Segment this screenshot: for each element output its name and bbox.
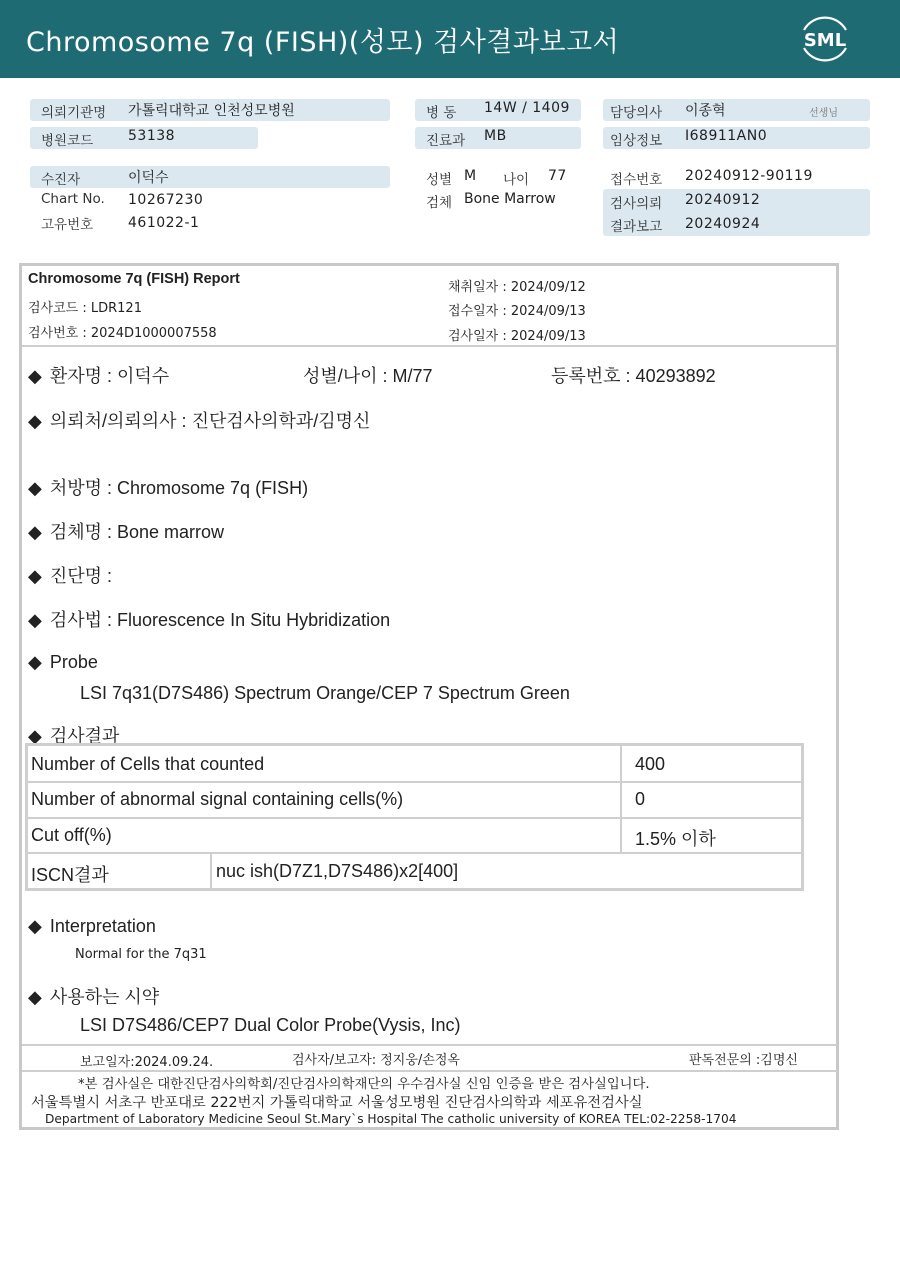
diamond-icon: ◆ — [28, 522, 42, 542]
doctor-value: 이종혁 — [685, 103, 726, 119]
test-number: 검사번호 : 2024D1000007558 — [28, 326, 217, 341]
institution-label: 의뢰기관명 — [41, 105, 107, 121]
test-code: 검사코드 : LDR121 — [28, 301, 142, 316]
referrer-line: ◆ 의뢰처/의뢰의사 : 진단검사의학과/김명신 — [28, 411, 371, 431]
age-value: 77 — [548, 168, 567, 184]
table-row-label: Number of abnormal signal containing cells(%) — [31, 789, 404, 809]
report-title: Chromosome 7q (FISH) Report — [28, 271, 240, 287]
table-row-value: 400 — [635, 754, 666, 774]
specimen-line: ◆ 검체명 : Bone marrow — [28, 522, 225, 542]
header-bar — [0, 0, 900, 78]
dept-value: MB — [484, 128, 507, 144]
result-value: 20240924 — [685, 216, 761, 232]
report-date: 보고일자:2024.09.24. — [80, 1055, 214, 1070]
testers: 검사자/보고자: 정지웅/손정옥 — [292, 1053, 460, 1068]
diamond-icon: ◆ — [28, 652, 42, 672]
results-heading: ◆ 검사결과 — [28, 726, 120, 746]
prescription-line: ◆ 처방명 : Chromosome 7q (FISH) — [28, 478, 309, 498]
diamond-icon: ◆ — [28, 411, 42, 431]
age-label: 나이 — [503, 172, 530, 188]
institution-value: 가톨릭대학교 인천성모병원 — [128, 103, 295, 119]
table-row-value: 1.5% 이하 — [635, 829, 716, 849]
table-row-label: Cut off(%) — [31, 825, 112, 845]
reading-doctor: 판독전문의 :김명신 — [689, 1053, 798, 1068]
diamond-icon: ◆ — [28, 726, 42, 746]
specimen-value: Bone Marrow — [464, 191, 556, 207]
ward-value: 14W / 1409 — [484, 100, 570, 116]
footer-divider — [22, 1070, 837, 1072]
diamond-icon: ◆ — [28, 366, 42, 386]
sml-logo-icon — [796, 12, 854, 66]
unique-value: 461022-1 — [128, 215, 200, 231]
hospital-code-value: 53138 — [128, 128, 176, 144]
chart-label: Chart No. — [41, 191, 105, 207]
hospital-code-label: 병원코드 — [41, 133, 94, 149]
patient-row — [30, 166, 390, 188]
certification-note: *본 검사실은 대한진단검사의학회/진단검사의학재단의 우수검사실 신임 인증을 받은 검사실입니다. — [78, 1077, 650, 1092]
diamond-icon: ◆ — [28, 566, 42, 586]
dept-label: 진료과 — [426, 133, 466, 149]
diamond-icon: ◆ — [28, 478, 42, 498]
received-date: 접수일자 : 2024/09/13 — [448, 304, 586, 319]
page-title: Chromosome 7q (FISH)(성모) 검사결과보고서 — [26, 27, 620, 58]
diamond-icon: ◆ — [28, 610, 42, 630]
probe-value: LSI 7q31(D7S486) Spectrum Orange/CEP 7 Spectrum Green — [80, 683, 570, 703]
interpretation-heading: ◆ Interpretation — [28, 916, 156, 936]
clinical-label: 임상정보 — [610, 133, 663, 149]
registration-line: 등록번호 : 40293892 — [551, 366, 716, 386]
table-row-value: 0 — [635, 789, 646, 809]
ward-label: 병 동 — [426, 105, 457, 121]
unique-label: 고유번호 — [41, 217, 94, 233]
table-row-label: ISCN결과 — [31, 865, 109, 885]
probe-heading: ◆ Probe — [28, 652, 98, 672]
receipt-label: 접수번호 — [610, 172, 663, 188]
diamond-icon: ◆ — [28, 916, 42, 936]
department-english: Department of Laboratory Medicine Seoul St.Mary`s Hospital The catholic university of KOREA TEL:02-2258-1704 — [45, 1112, 737, 1126]
request-label: 검사의뢰 — [610, 196, 663, 212]
tested-date: 검사일자 : 2024/09/13 — [448, 329, 586, 344]
receipt-value: 20240912-90119 — [685, 168, 813, 184]
chart-value: 10267230 — [128, 192, 204, 208]
report-header-divider — [22, 345, 837, 347]
interpretation-value: Normal for the 7q31 — [75, 947, 207, 962]
diamond-icon: ◆ — [28, 987, 42, 1007]
footer-divider-top — [22, 1044, 837, 1046]
patient-label: 수진자 — [41, 172, 81, 188]
patient-value: 이덕수 — [128, 170, 169, 186]
sex-value: M — [464, 168, 477, 184]
doctor-suffix: 선생님 — [809, 108, 838, 119]
diagnosis-line: ◆ 진단명 : — [28, 566, 113, 586]
reagent-value: LSI D7S486/CEP7 Dual Color Probe(Vysis, Inc) — [80, 1015, 461, 1035]
sex-label: 성별 — [426, 172, 453, 188]
method-line: ◆ 검사법 : Fluorescence In Situ Hybridization — [28, 610, 391, 630]
reagent-heading: ◆ 사용하는 시약 — [28, 987, 160, 1007]
doctor-label: 담당의사 — [610, 105, 663, 121]
logo-text: SML — [803, 30, 847, 51]
request-value: 20240912 — [685, 192, 761, 208]
sex-age-line: 성별/나이 : M/77 — [303, 366, 433, 386]
lab-address: 서울특별시 서초구 반포대로 222번지 가톨릭대학교 서울성모병원 진단검사의학과 세포유전검사실 — [31, 1095, 643, 1111]
collected-date: 채취일자 : 2024/09/12 — [448, 280, 586, 295]
table-row-value: nuc ish(D7Z1,D7S486)x2[400] — [216, 861, 459, 881]
specimen-label: 검체 — [426, 195, 453, 211]
result-label: 결과보고 — [610, 219, 663, 235]
patient-name-line: ◆ 환자명 : 이덕수 — [28, 366, 170, 386]
table-row-label: Number of Cells that counted — [31, 754, 265, 774]
clinical-value: I68911AN0 — [685, 128, 768, 144]
